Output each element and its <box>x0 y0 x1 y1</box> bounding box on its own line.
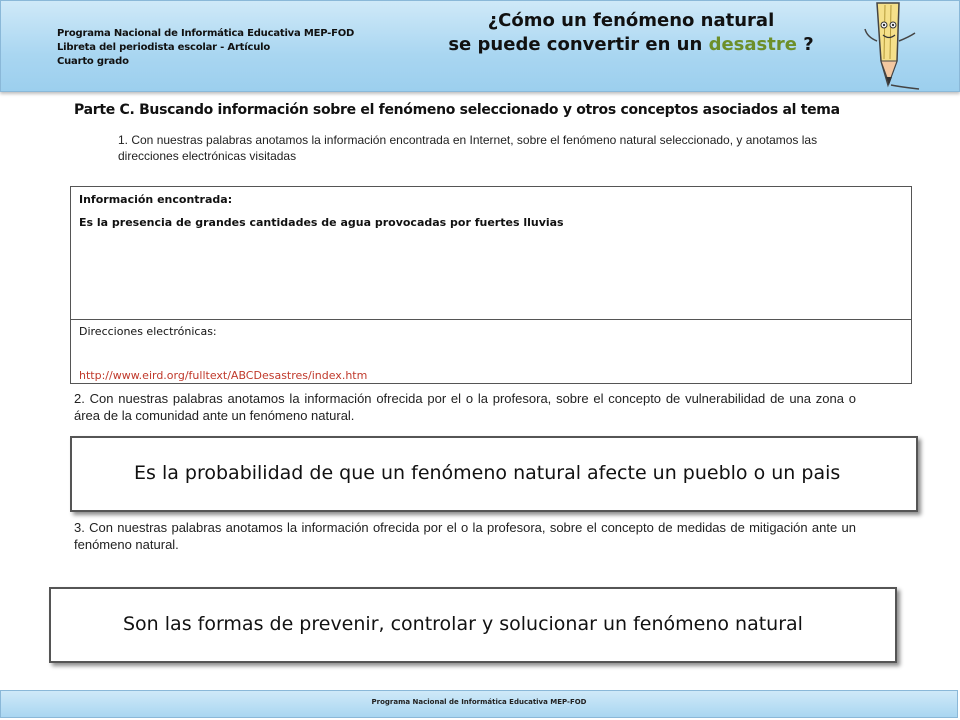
answer-3-text: Son las formas de prevenir, controlar y solucionar un fenómeno natural <box>123 613 803 635</box>
answer-2-box <box>70 436 918 512</box>
footer-text: Programa Nacional de Informática Educativa MEP-FOD <box>371 698 587 706</box>
section-heading: Parte C. Buscando información sobre el fenómeno seleccionado y otros conceptos asociados al tema <box>74 102 840 118</box>
title-line-2-post: ? <box>796 34 814 55</box>
notebook-name: Libreta del periodista escolar - Artículo <box>57 42 271 53</box>
title-line-2-pre: se puede convertir en un <box>448 34 709 55</box>
title-accent-word: desastre <box>708 34 797 55</box>
header-banner <box>0 0 960 92</box>
intro-instruction: 1. Con nuestras palabras anotamos la información encontrada en Internet, sobre el fenómeno natural seleccionado, y anotamos las direcciones electrónicas visitadas <box>118 133 818 163</box>
program-name: Programa Nacional de Informática Educativa MEP-FOD <box>57 28 355 39</box>
grade-label: Cuarto grado <box>57 56 129 67</box>
footer-banner <box>0 690 958 718</box>
information-table <box>70 186 912 384</box>
answer-2-text: Es la probabilidad de que un fenómeno natural afecte un pueblo o un pais <box>134 462 841 484</box>
pencil-character-icon <box>859 1 929 91</box>
title-line-1: ¿Cómo un fenómeno natural <box>487 10 775 31</box>
page-title <box>441 9 821 57</box>
question-2: 2. Con nuestras palabras anotamos la información ofrecida por el o la profesora, sobre el concepto de vulnerabilidad de una zona o área de la comunidad ante un fenómeno natural. <box>74 391 856 423</box>
answer-3-box <box>49 587 897 663</box>
question-3: 3. Con nuestras palabras anotamos la información ofrecida por el o la profesora, sobre el concepto de medidas de mitigación ante un fenómeno natural. <box>74 520 856 552</box>
information-text: Es la presencia de grandes cantidades de agua provocadas por fuertes lluvias <box>79 216 564 229</box>
title-line-2 <box>441 33 821 57</box>
directions-label: Direcciones electrónicas: <box>79 325 217 338</box>
source-link[interactable]: http://www.eird.org/fulltext/ABCDesastres/index.htm <box>79 369 368 382</box>
information-label: Información encontrada: <box>79 193 233 206</box>
information-cell <box>71 187 911 320</box>
